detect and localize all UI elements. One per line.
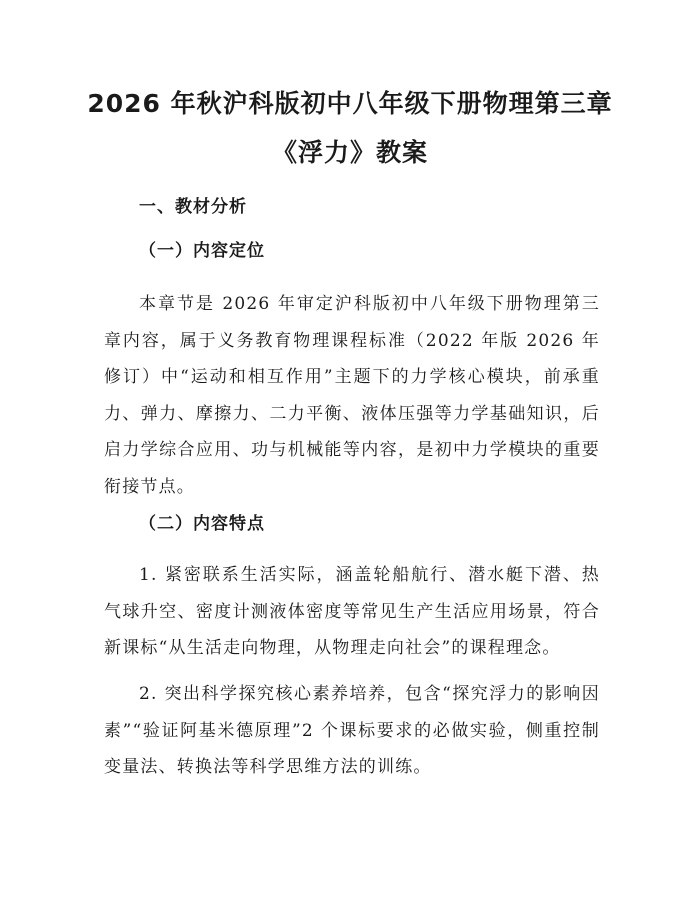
document-title-line-2: 《浮力》教案 (271, 138, 428, 167)
subsection-heading-content-features: （二）内容特点 (139, 514, 265, 534)
subsection-heading-content-positioning: （一）内容定位 (139, 241, 265, 261)
paragraph-feature-point-1: 1. 紧密联系生活实际，涵盖轮船航行、潜水艇下潜、热气球升空、密度计测液体密度等常见生产生活应用场景，符合新课标“从生活走向物理，从物理走向社会”的课程理念。 (104, 565, 600, 659)
section-heading-textbook-analysis: 一、教材分析 (139, 197, 247, 217)
paragraph-feature-point-2: 2. 突出科学探究核心素养培养，包含“探究浮力的影响因素”“验证阿基米德原理”2 个课标要求的必做实验，侧重控制变量法、转换法等科学思维方法的训练。 (104, 684, 600, 778)
document-title-line-1: 2026 年秋沪科版初中八年级下册物理第三章 (87, 89, 613, 118)
paragraph-content-positioning: 本章节是 2026 年审定沪科版初中八年级下册物理第三章内容，属于义务教育物理课程标准（2022 年版 2026 年修订）中“运动和相互作用”主题下的力学核心模块，前承重力、弹力、摩擦力、二力平衡、液体压强等力学基础知识，后启力学综合应用、功与机械能等内容，是初中力学模块的重要衔接节点。 (104, 294, 600, 497)
